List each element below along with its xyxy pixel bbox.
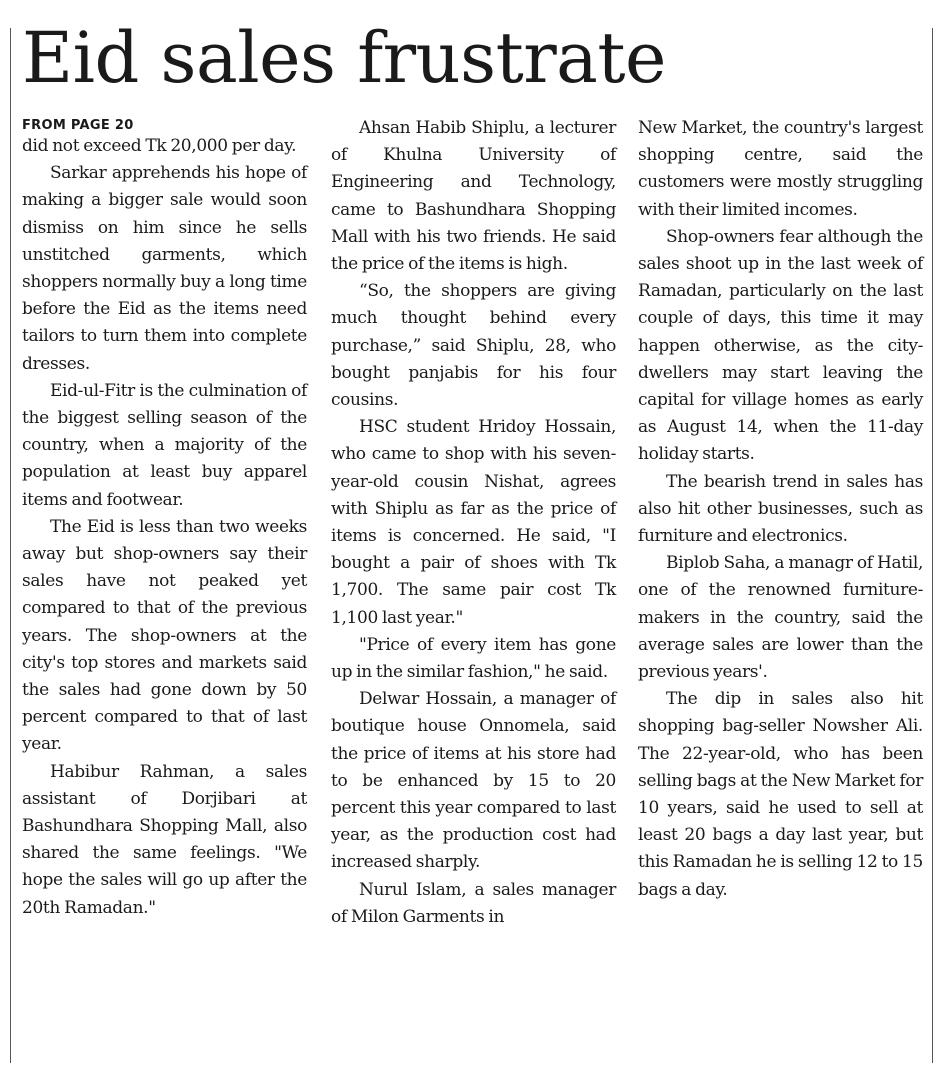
from-page-label: FROM PAGE 20 bbox=[22, 118, 134, 133]
paragraph: HSC student Hridoy Hossain, who came to shop with his seven-year-old cousin Nishat, agrees with Shiplu as far as the price of items is concerned. He said, "I bought a pair of shoes with Tk 1,700. The same pair cost Tk 1,100 last year." bbox=[331, 417, 616, 628]
paragraph: The dip in sales also hit shopping bag-seller Nowsher Ali. The 22-year-old, who has been selling bags at the New Market for 10 years, said he used to sell at least 20 bags a day last year, but this Ramadan he is selling 12 to 15 bags a day. bbox=[638, 689, 923, 900]
right-column-rule bbox=[932, 28, 933, 1063]
paragraph: “So, the shoppers are giving much thought behind every purchase,” said Shiplu, 28, who bought panjabis for his four cousins. bbox=[331, 281, 616, 411]
paragraph: Shop-owners fear although the sales shoot up in the last week of Ramadan, particularly on the last couple of days, this time it may happen otherwise, as the city-dwellers may start leaving the capital for village homes as early as August 14, when the 11-day holiday starts. bbox=[638, 226, 923, 465]
paragraph: did not exceed Tk 20,000 per day. bbox=[22, 136, 297, 156]
paragraph: The Eid is less than two weeks away but shop-owners say their sales have not peaked yet compared to that of the previous years. The shop-owners at the city's top stores and markets said the sales had gone down by 50 percent compared to that of last year. bbox=[22, 516, 307, 755]
left-column-rule bbox=[10, 28, 11, 1063]
column-1 bbox=[22, 115, 307, 922]
paragraph: Sarkar apprehends his hope of making a bigger sale would soon dismiss on him since he sells unstitched garments, which shoppers normally buy a long time before the Eid as the items need tailors to turn them into complete dresses. bbox=[22, 163, 307, 374]
headline: Eid sales frustrate bbox=[22, 17, 666, 99]
paragraph: Biplob Saha, a managr of Hatil, one of the renowned furniture-makers in the country, said the average sales are lower than the previous years'. bbox=[638, 553, 923, 683]
paragraph: "Price of every item has gone up in the similar fashion," he said. bbox=[331, 634, 616, 683]
paragraph: The bearish trend in sales has also hit other businesses, such as furniture and electronics. bbox=[638, 471, 923, 547]
paragraph: New Market, the country's largest shopping centre, said the customers were mostly struggling with their limited incomes. bbox=[638, 118, 923, 220]
paragraph: Ahsan Habib Shiplu, a lecturer of Khulna University of Engineering and Technology, came to Bashundhara Shopping Mall with his two friends. He said the price of the items is high. bbox=[331, 118, 616, 275]
paragraph: Delwar Hossain, a manager of boutique house Onnomela, said the price of items at his store had to be enhanced by 15 to 20 percent this year compared to last year, as the production cost had increased sharply. bbox=[331, 689, 616, 873]
paragraph: Eid-ul-Fitr is the culmination of the biggest selling season of the country, when a majority of the population at least buy apparel items and footwear. bbox=[22, 380, 307, 510]
column-2 bbox=[331, 115, 616, 931]
paragraph: Nurul Islam, a sales manager of Milon Garments in bbox=[331, 879, 616, 927]
column-3 bbox=[638, 115, 923, 904]
paragraph: Habibur Rahman, a sales assistant of Dorjibari at Bashundhara Shopping Mall, also shared the same feelings. "We hope the sales will go up after the 20th Ramadan." bbox=[22, 761, 307, 918]
